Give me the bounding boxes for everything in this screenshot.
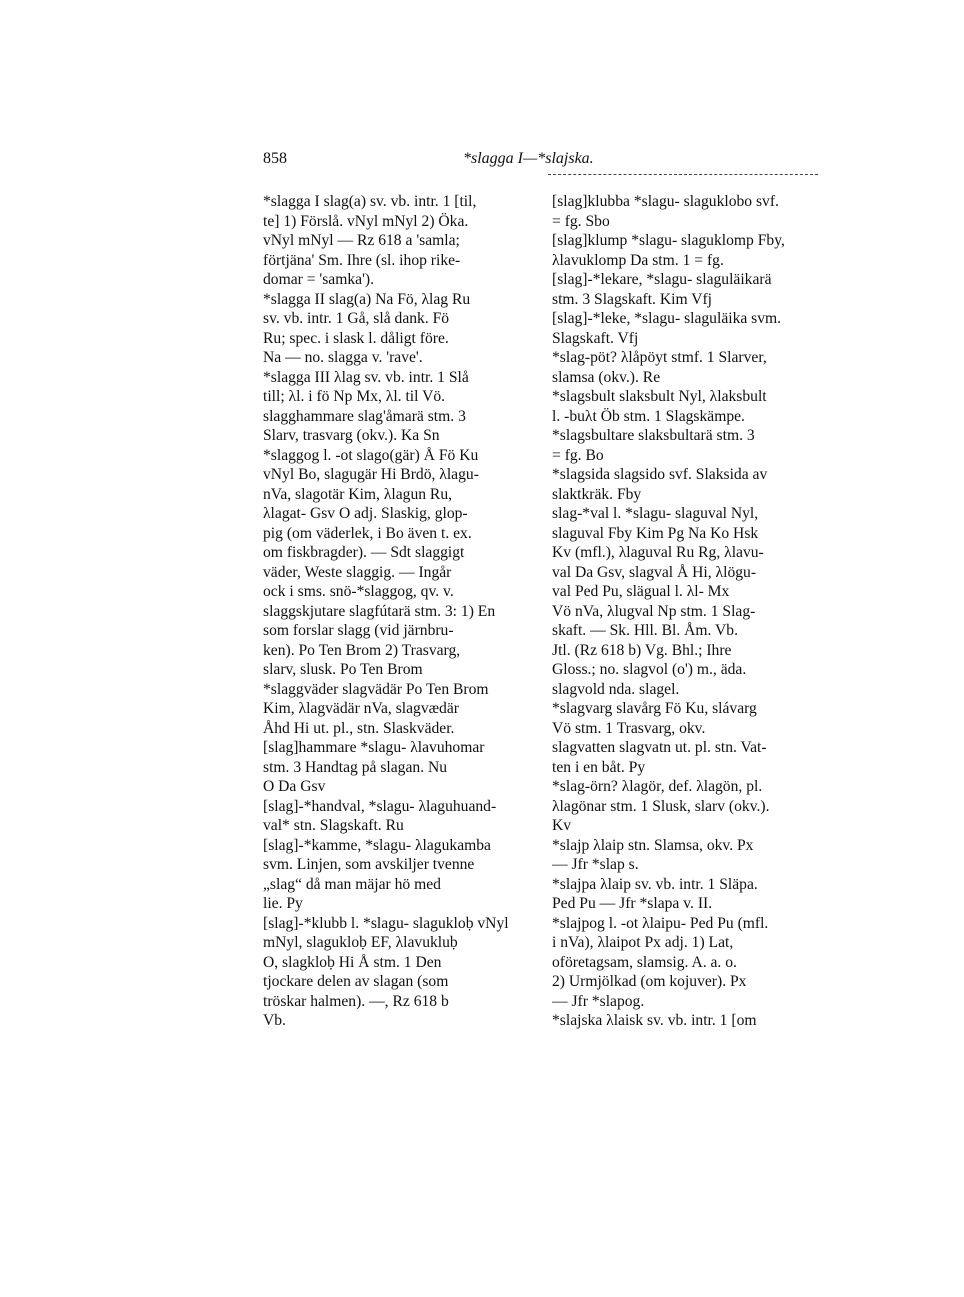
running-head: *slagga I—*slajska. [463,150,594,167]
right-column-line: — Jfr *slap s. [552,856,639,873]
left-column-line: Kim, λlagvädär nVa, slagvædär [263,700,459,717]
right-column-line: slaktkräk. Fby [552,485,642,503]
left-column-line: Slarv, trasvarg (okv.). Ka Sn [263,427,440,444]
right-column-line: — Jfr *slapog. [552,992,645,1010]
page-header [263,150,818,174]
right-column-line: Vö nVa, λlugval Np stm. 1 Slag- [552,602,756,620]
right-column-line: *slagvarg slavårg Fö Ku, slávarg [552,700,757,717]
right-column-line: Ped Pu — Jfr *slapa v. II. [552,895,713,912]
right-column-line: *slag-pöt? λlåpöyt stmf. 1 Slarver, [552,349,767,366]
right-column-line: [slag]-*lekare, *slagu- slaguläikarä [552,271,772,288]
right-column-line: oföretagsam, slamsig. A. a. o. [552,953,737,971]
right-column-line: l. -buλt Öb stm. 1 Slagskämpe. [552,407,745,425]
left-column-line: Ru; spec. i slask l. dåligt före. [263,329,449,347]
left-column-line: „slag“ då man mäjar hö med [263,875,441,893]
right-column-line: *slajpog l. -ot λlaipu- Ped Pu (mfl. [552,914,769,932]
left-column-line: [slag]-*klubb l. *slagu- slagukloḅ vNyl [263,914,509,932]
left-column-line: domar = 'samka'). [263,271,374,288]
right-column-line: λlavuklomp Da stm. 1 = fg. [552,251,724,269]
left-column-line: slaggskjutare slagfútarä stm. 3: 1) En [263,602,496,620]
left-column-line: λlagat- Gsv O adj. Slaskig, glop- [263,505,468,522]
right-column-line: slamsa (okv.). Re [552,368,661,386]
right-column-line: Kv [552,817,572,834]
left-column-line: slarv, slusk. Po Ten Brom [263,661,423,678]
left-column-line: vNyl mNyl — Rz 618 a 'samla; [263,232,460,249]
right-column-line: slagvatten slagvatn ut. pl. stn. Vat- [552,739,767,756]
left-column-line: Vb. [263,1012,286,1029]
right-column-line: slaguval Fby Kim Pg Na Ko Hsk [552,524,759,542]
right-column-line: Slagskaft. Vfj [552,329,639,347]
right-column-line: *slajpa λlaip sv. vb. intr. 1 Släpa. [552,875,758,893]
left-column-line: tröskar halmen). —, Rz 618 b [263,992,449,1010]
left-column-line: Na — no. slagga v. 'rave'. [263,349,423,366]
right-column-line: *slagsida slagsido svf. Slaksida av [552,466,768,483]
left-column-line: *slaggväder slagvädär Po Ten Brom [263,680,489,698]
right-column-line: [slag]-*leke, *slagu- slaguläika svm. [552,310,782,327]
left-column-line: förtjäna' Sm. Ihre (sl. ihop rike- [263,251,461,269]
left-column-line: val* stn. Slagskaft. Ru [263,817,404,834]
right-column-line: [slag]klump *slagu- slaguklomp Fby, [552,232,785,249]
left-column-line: Åhd Hi ut. pl., stn. Slaskväder. [263,719,455,737]
left-column-line: mNyl, slagukloḅ EF, λlavukluḅ [263,934,458,951]
left-column-line: tjockare delen av slagan (som [263,973,449,990]
left-column-line: ock i sms. snö-*slaggog, qv. v. [263,583,454,600]
left-column-line: [slag]-*kamme, *slagu- λlagukamba [263,836,491,854]
right-column-line: i nVa), λlaipot Px adj. 1) Lat, [552,934,734,951]
right-column-line: = fg. Bo [552,446,604,464]
right-column [552,192,820,1031]
left-column-line: pig (om väderlek, i Bo även t. ex. [263,524,472,542]
left-column-line: te] 1) Förslå. vNyl mNyl 2) Öka. [263,212,469,230]
right-column-line: [slag]klubba *slagu- slaguklobo svf. [552,193,779,210]
right-column-line: *slagsbultare slaksbultarä stm. 3 [552,427,755,444]
right-column-line: Gloss.; no. slagvol (o') m., äda. [552,661,747,678]
right-column-line: *slajska λlaisk sv. vb. intr. 1 [om [552,1012,757,1029]
right-column-line: ten i en båt. Py [552,758,646,776]
left-column-line: vNyl Bo, slagugär Hi Brdö, λlagu- [263,466,479,483]
left-column-line: *slagga III λlag sv. vb. intr. 1 Slå [263,368,469,386]
left-column-line: nVa, slagotär Kim, λlagun Ru, [263,485,453,503]
left-column-line: O Da Gsv [263,778,326,795]
left-column [263,192,531,1031]
right-column-line: *slagsbult slaksbult Nyl, λlaksbult [552,388,767,405]
left-column-line: svm. Linjen, som avskiljer tvenne [263,856,475,873]
left-column-line: stm. 3 Handtag på slagan. Nu [263,758,448,776]
right-column-line: 2) Urmjölkad (om kojuver). Px [552,973,747,990]
right-column-line: stm. 3 Slagskaft. Kim Vfj [552,290,712,308]
left-column-line: väder, Weste slaggig. — Ingår [263,563,452,581]
right-column-line: λlagönar stm. 1 Slusk, slarv (okv.). [552,797,770,815]
left-column-line: [slag]-*handval, *slagu- λlaguhuand- [263,797,497,815]
left-column-line: *slagga I slag(a) sv. vb. intr. 1 [til, [263,193,477,210]
left-column-line: lie. Py [263,895,303,912]
left-column-line: slagghammare slag'åmarä stm. 3 [263,407,466,425]
right-column-line: Vö stm. 1 Trasvarg, okv. [552,719,706,737]
right-column-line: slagvold nda. slagel. [552,680,680,698]
left-column-line: *slaggog l. -ot slago(gär) Å Fö Ku [263,446,479,464]
page-number: 858 [263,150,287,167]
left-column-line: sv. vb. intr. 1 Gå, slå dank. Fö [263,310,450,327]
right-column-line: Jtl. (Rz 618 b) Vg. Bhl.; Ihre [552,641,732,659]
header-rule [548,174,818,175]
right-column-line: skaft. — Sk. Hll. Bl. Åm. Vb. [552,622,738,639]
left-column-line: till; λl. i fö Np Mx, λl. til Vö. [263,388,446,405]
right-column-line: Kv (mfl.), λlaguval Ru Rg, λlavu- [552,544,764,561]
left-column-line: som forslar slagg (vid järnbru- [263,622,454,639]
left-column-line: ken). Po Ten Brom 2) Trasvarg, [263,641,461,659]
right-column-line: *slag-örn? λlagör, def. λlagön, pl. [552,778,763,795]
right-column-line: val Da Gsv, slagval Å Hi, λlögu- [552,563,757,581]
left-column-line: O, slagkloḅ Hi Å stm. 1 Den [263,953,442,971]
left-column-line: *slagga II slag(a) Na Fö, λlag Ru [263,290,471,308]
left-column-line: om fiskbragder). — Sdt slaggigt [263,544,465,561]
right-column-line: *slajp λlaip stn. Slamsa, okv. Px [552,836,754,854]
left-column-line: [slag]hammare *slagu- λlavuhomar [263,739,485,756]
right-column-line: slag-*val l. *slagu- slaguval Nyl, [552,505,759,522]
right-column-line: val Ped Pu, slägual l. λl- Mx [552,583,730,600]
right-column-line: = fg. Sbo [552,212,610,230]
